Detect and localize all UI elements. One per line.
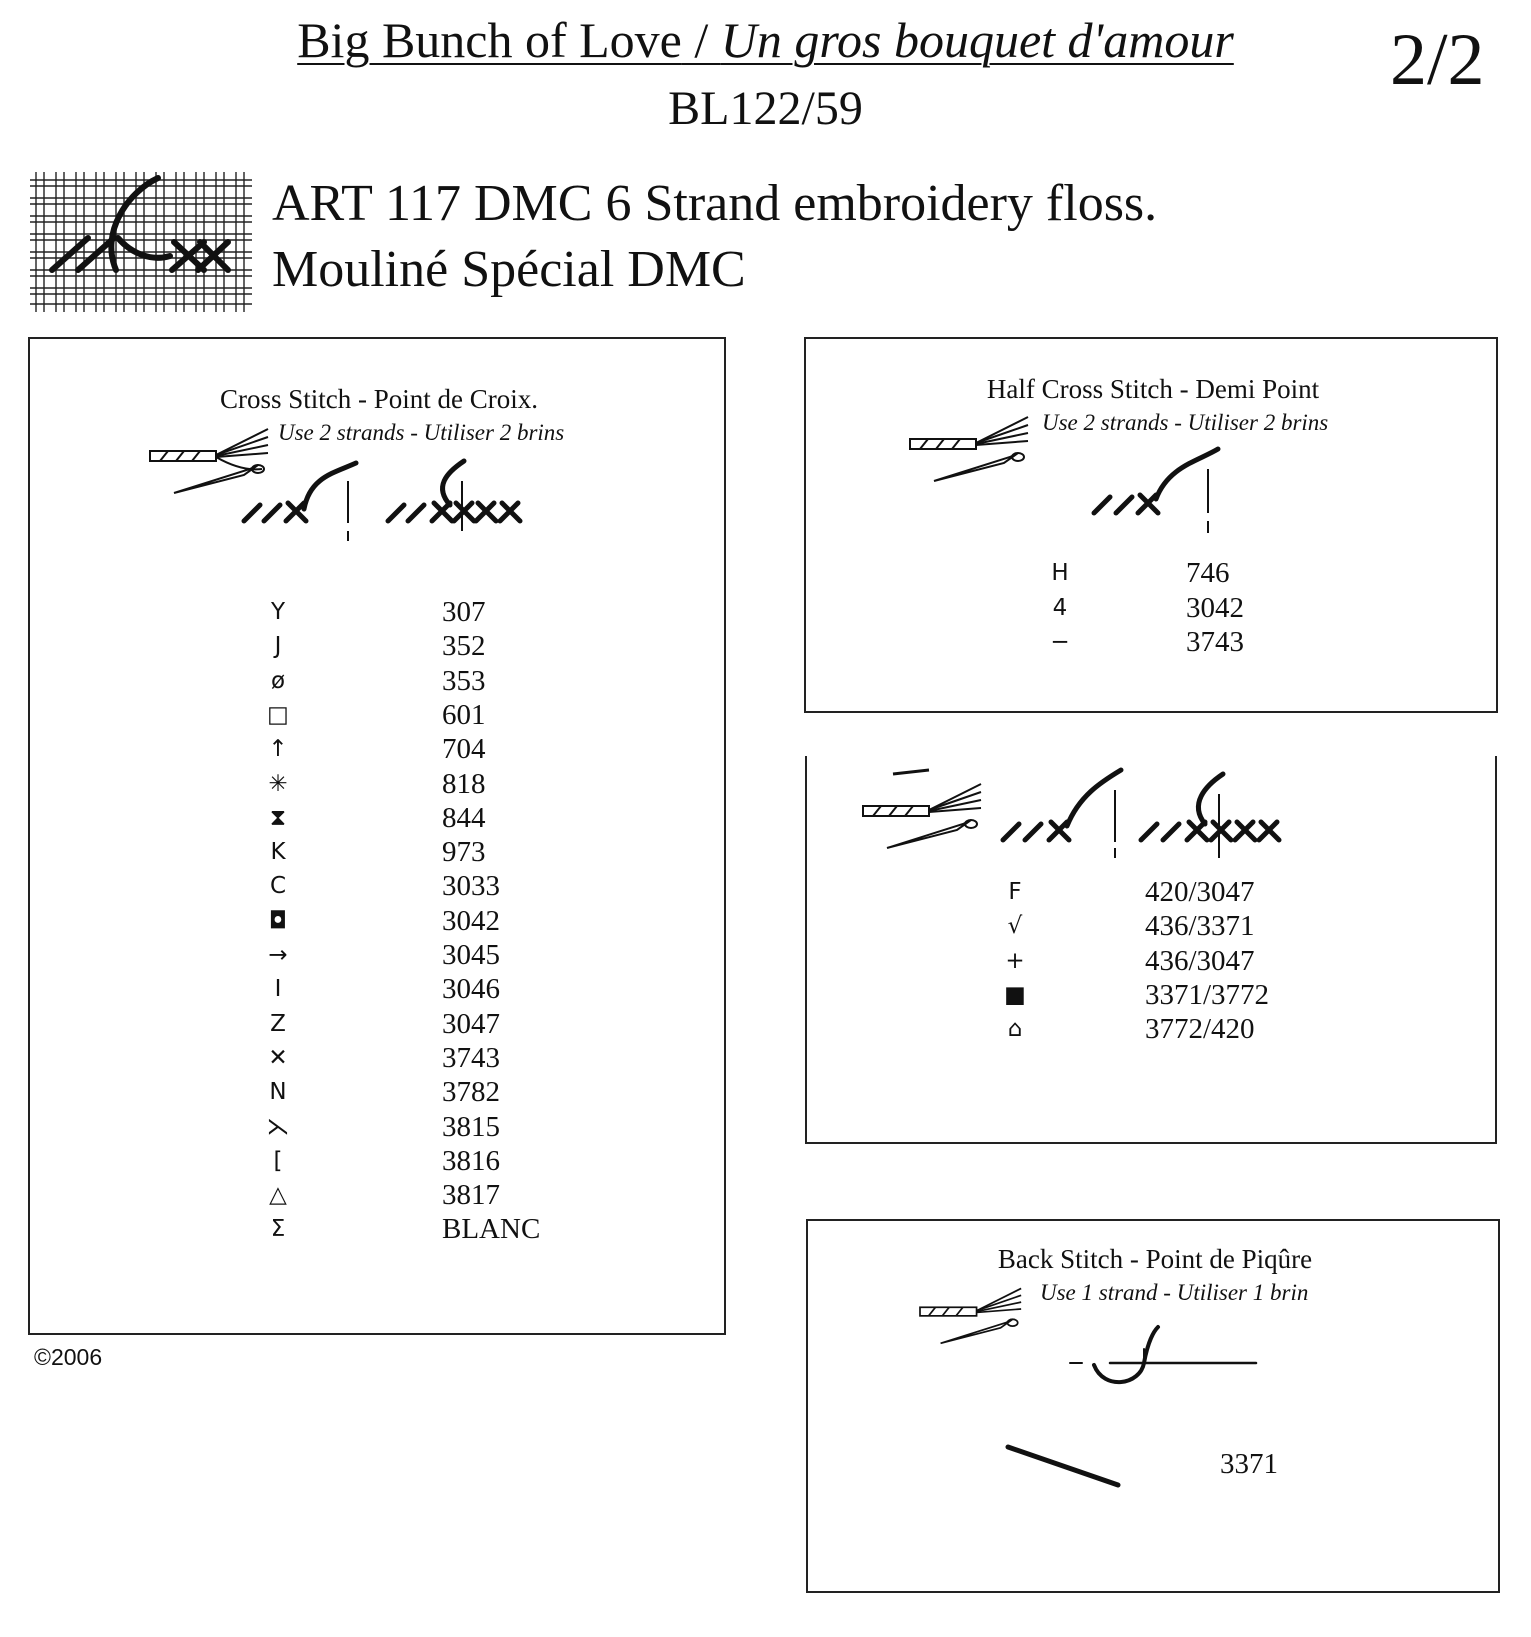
- half-cross-key-box: [804, 337, 1498, 713]
- stitch-symbol: Z: [270, 1010, 286, 1037]
- stitch-symbol: ↑: [268, 736, 288, 763]
- back-stitch-diagram-icon: [1070, 1325, 1270, 1405]
- back-stitch-color: 3371: [1220, 1448, 1278, 1480]
- dmc-color-number: 3743: [1186, 626, 1244, 658]
- dmc-color-number: 704: [442, 733, 486, 766]
- dmc-color-number: 973: [442, 836, 486, 869]
- dmc-color-number: 307: [442, 596, 486, 628]
- needle-thread-icon: [920, 1283, 1040, 1347]
- stitch-symbol: ⌂: [1007, 1016, 1023, 1043]
- half-cross-title: Half Cross Stitch - Demi Point: [986, 374, 1320, 404]
- stitch-symbol: ⋋: [266, 1113, 290, 1140]
- cross-stitch-key-box: [28, 337, 726, 1335]
- stitch-symbol: +: [1005, 947, 1025, 974]
- dmc-color-number: 436/3371: [1145, 910, 1255, 943]
- dmc-color-number: 3047: [442, 1007, 500, 1040]
- needle-thread-icon: [863, 770, 1003, 850]
- back-stitch-title: Back Stitch - Point de Piqûre: [997, 1244, 1313, 1274]
- cross-stitch-logo-icon: [30, 172, 252, 312]
- stitch-symbol: ◘: [268, 907, 288, 934]
- copyright: ©2006: [34, 1344, 103, 1370]
- half-cross-subtitle: Use 2 strands - Utiliser 2 brins: [1042, 410, 1329, 435]
- dmc-color-number: 3371/3772: [1145, 978, 1270, 1011]
- dmc-color-number: 818: [442, 767, 486, 800]
- dmc-color-number: 3815: [442, 1110, 500, 1143]
- pattern-title: [0, 10, 1531, 70]
- title-separator: /: [681, 12, 721, 68]
- cross-stitch-subtitle: Use 2 strands - Utiliser 2 brins: [278, 420, 565, 445]
- dmc-color-number: 746: [1186, 557, 1230, 589]
- stitch-symbol: ✕: [268, 1044, 288, 1071]
- stitch-symbol: F: [1008, 879, 1022, 905]
- stitch-symbol: ✳: [268, 770, 288, 797]
- dmc-color-number: 3046: [442, 973, 500, 1006]
- stitch-symbol: ■: [1004, 981, 1026, 1008]
- dmc-color-number: 3042: [442, 904, 500, 937]
- dmc-color-number: 420/3047: [1145, 876, 1255, 908]
- floss-line-french: Mouliné Spécial DMC: [272, 241, 746, 298]
- dmc-color-number: 3042: [1186, 591, 1244, 624]
- dmc-color-number: 3743: [442, 1041, 500, 1074]
- stitch-symbol: √: [1007, 913, 1023, 940]
- dmc-color-number: 3782: [442, 1076, 500, 1109]
- back-stitch-key-box: [806, 1219, 1500, 1593]
- dmc-color-number: 844: [442, 801, 486, 834]
- stitch-symbol: H: [1051, 560, 1069, 586]
- blended-stitch-diagram-icon: [997, 760, 1337, 860]
- dmc-color-number: 601: [442, 698, 486, 731]
- cross-stitch-title: Cross Stitch - Point de Croix.: [219, 384, 538, 414]
- stitch-symbol: Y: [270, 599, 286, 625]
- back-stitch-subtitle: Use 1 strand - Utiliser 1 brin: [1040, 1280, 1309, 1305]
- pattern-code: BL122/59: [668, 82, 863, 135]
- stitch-symbol: □: [267, 701, 289, 728]
- back-stitch-line-sample: [1004, 1441, 1124, 1491]
- stitch-symbol: ⧗: [269, 804, 287, 831]
- stitch-symbol: −: [1050, 629, 1070, 655]
- dmc-color-number: 3817: [442, 1179, 500, 1212]
- stitch-symbol: I: [274, 976, 282, 1003]
- stitch-symbol: K: [270, 839, 286, 866]
- title-english: Big Bunch of Love: [297, 12, 682, 68]
- stitch-symbol: C: [269, 873, 287, 900]
- title-french: Un gros bouquet d'amour: [720, 12, 1234, 68]
- dmc-color-number: BLANC: [442, 1213, 541, 1246]
- dmc-color-number: 3033: [442, 870, 500, 903]
- stitch-symbol: J: [274, 633, 282, 660]
- dmc-color-number: 3772/420: [1145, 1013, 1255, 1046]
- stitch-symbol: △: [269, 1182, 287, 1209]
- needle-thread-icon: [910, 413, 1050, 483]
- dmc-color-number: 353: [442, 664, 486, 697]
- dmc-color-number: 3816: [442, 1144, 500, 1177]
- stitch-symbol: 4: [1052, 594, 1068, 621]
- stitch-symbol: →: [268, 942, 288, 968]
- stitch-symbol: ø: [270, 667, 286, 694]
- half-cross-diagram-icon: [1088, 445, 1248, 535]
- blended-key-box: [805, 756, 1497, 1144]
- dmc-color-number: 352: [442, 630, 486, 663]
- cross-stitch-diagram-icon: [238, 457, 618, 543]
- stitch-symbol: Σ: [270, 1216, 286, 1243]
- page-number: 2/2: [1390, 19, 1485, 101]
- stitch-symbol: [: [273, 1147, 283, 1174]
- floss-line-english: ART 117 DMC 6 Strand embroidery floss.: [272, 175, 1158, 232]
- dmc-color-number: 436/3047: [1145, 944, 1255, 977]
- stitch-symbol: N: [269, 1079, 287, 1106]
- dmc-color-number: 3045: [442, 939, 500, 971]
